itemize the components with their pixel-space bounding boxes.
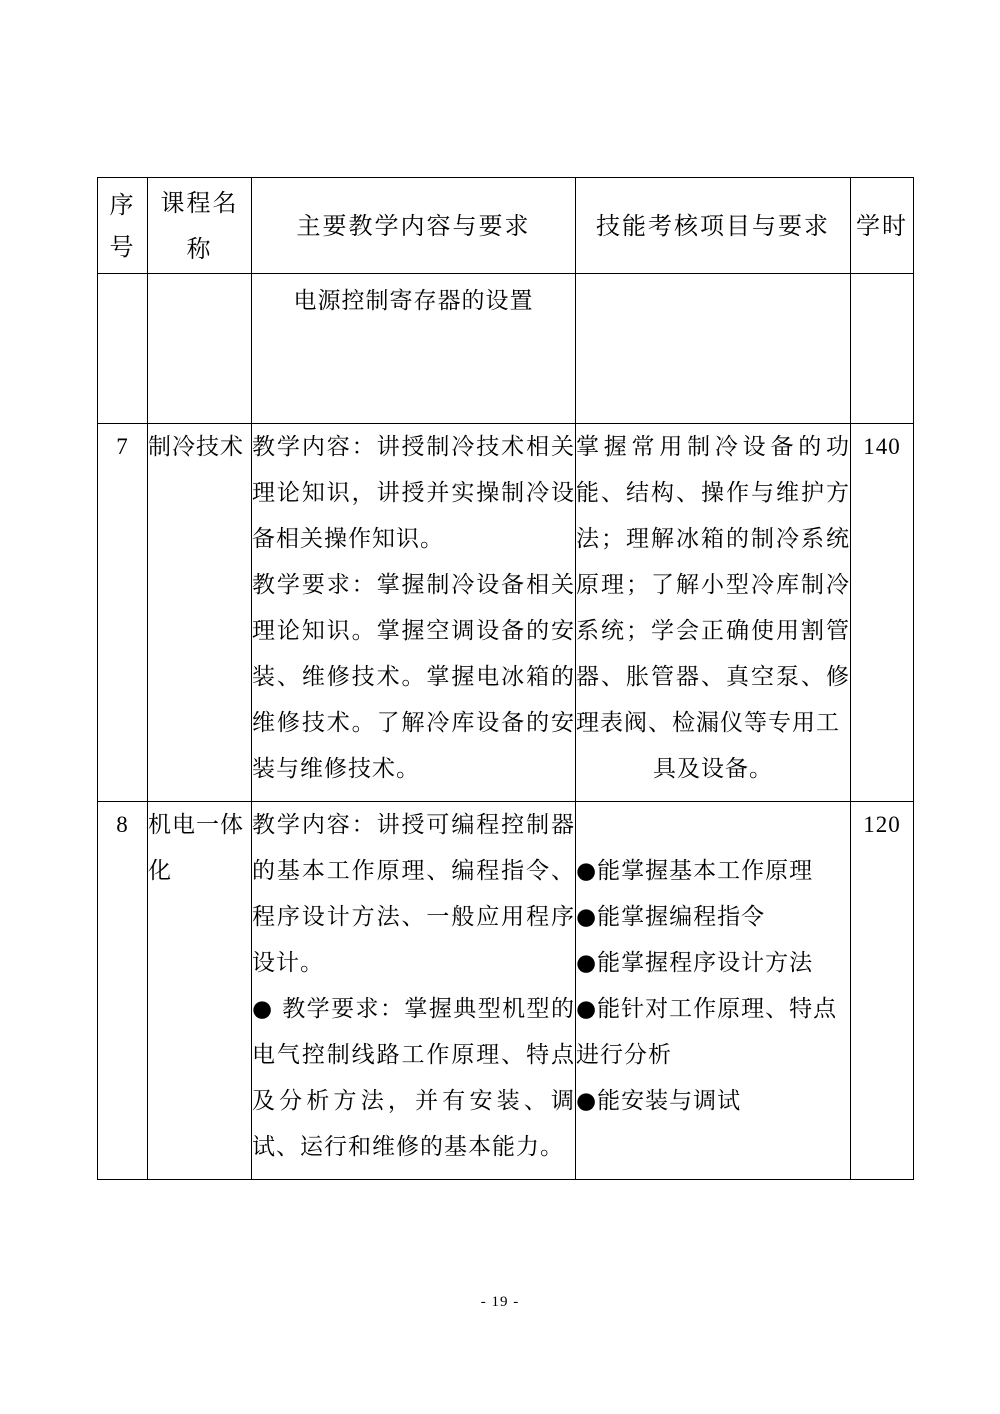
row-seq: 7 [98, 424, 148, 802]
skill-bullet-item: ●能掌握程序设计方法 [576, 950, 814, 976]
header-seq-line2: 号 [109, 232, 136, 261]
row-skill-cell [576, 424, 851, 802]
continuation-row [98, 274, 914, 424]
header-skill: 技能考核项目与要求 [576, 178, 851, 274]
table-header-row [98, 178, 914, 274]
row-requirement-paragraph: ● 教学要求：掌握典型机型的电气控制线路工作原理、特点及分析方法，并有安装、调试、运行和维修的基本能力。 [252, 996, 575, 1160]
row-skill-text: 掌握常用制冷设备的功能、结构、操作与维护方法；理解冰箱的制冷系统原理；了解小型冷库制冷系统；学会正确使用割管器、胀管器、真空泵、修理表阀、检漏仪等专用工 [576, 434, 850, 736]
row-skill-tail: 具及设备。 [653, 756, 773, 782]
row-seq: 8 [98, 802, 148, 1180]
header-hours: 学时 [851, 178, 914, 274]
header-seq-line1: 序 [109, 190, 136, 219]
cont-content-text: 电源控制寄存器的设置 [293, 288, 534, 314]
table-row [98, 802, 914, 1180]
curriculum-table [97, 177, 914, 1180]
page-number: - 19 - [480, 1294, 520, 1310]
row-course-name: 制冷技术 [148, 424, 252, 802]
table-row [98, 424, 914, 802]
skill-bullet-item: ●能掌握基本工作原理 [576, 858, 814, 884]
row-content-paragraph: 教学内容：讲授可编程控制器的基本工作原理、编程指令、程序设计方法、一般应用程序设计。 [252, 812, 575, 976]
row-skill-cell [576, 802, 851, 1180]
row-course-name: 机电一体化 [148, 802, 252, 1180]
cont-hours-cell [851, 274, 914, 424]
row-hours: 120 [851, 802, 914, 1180]
row-content-paragraph: 教学内容：讲授制冷技术相关理论知识，讲授并实操制冷设备相关操作知识。 [252, 434, 575, 552]
skill-bullet-item: ●能安装与调试 [576, 1088, 742, 1114]
cont-name-cell [148, 274, 252, 424]
cont-seq-cell [98, 274, 148, 424]
row-content-cell [252, 802, 576, 1180]
skill-bullet-item: ●能针对工作原理、特点进行分析 [576, 996, 838, 1068]
cont-content-cell [252, 274, 576, 424]
header-content: 主要教学内容与要求 [252, 178, 576, 274]
row-requirement-paragraph: 教学要求：掌握制冷设备相关理论知识。掌握空调设备的安装、维修技术。掌握电冰箱的维修技术。了解冷库设备的安装与维修技术。 [252, 572, 575, 782]
row-hours: 140 [851, 424, 914, 802]
header-seq [98, 178, 148, 274]
cont-skill-cell [576, 274, 851, 424]
skill-bullet-item: ●能掌握编程指令 [576, 904, 766, 930]
header-course-name: 课程名称 [148, 178, 252, 274]
skill-bullet-list [576, 802, 850, 1124]
row-content-cell [252, 424, 576, 802]
